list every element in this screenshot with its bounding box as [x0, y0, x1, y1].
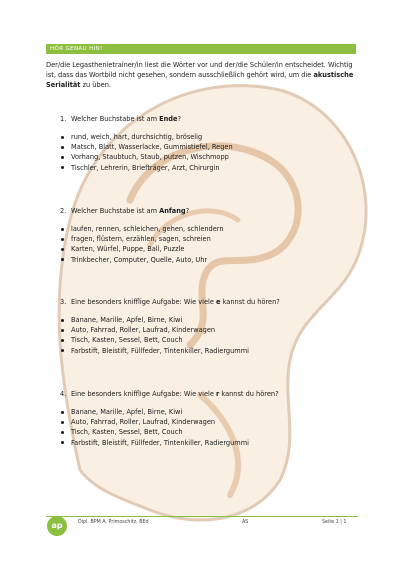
list-item-text: fragen, flüstern, erzählen, sagen, schreien	[71, 235, 211, 244]
bullet-icon	[61, 431, 64, 434]
word-list	[60, 224, 360, 265]
bullet-icon	[61, 421, 64, 424]
bullet-icon	[61, 411, 64, 414]
footer-author: Dipl. BPM A. Primoschitz, BEd	[78, 520, 149, 525]
list-item-text: Vorhang, Staubtuch, Staub, putzen, Wischmopp	[71, 153, 229, 162]
bullet-icon	[61, 258, 64, 261]
bullet-icon	[61, 136, 64, 139]
task-section-3	[60, 297, 360, 356]
list-item	[60, 152, 360, 162]
task-number: 3.	[60, 298, 67, 306]
list-item-text: Karten, Würfel, Puppe, Ball, Puzzle	[71, 245, 185, 254]
question-text: Welcher Buchstabe ist am	[71, 115, 160, 123]
bullet-icon	[61, 339, 64, 342]
task-question	[60, 297, 360, 307]
list-item-text: laufen, rennen, schleichen, gehen, schlendern	[71, 225, 224, 233]
bullet-icon	[61, 349, 64, 352]
task-question	[60, 389, 360, 399]
list-item-text: Auto, Fahrrad, Roller, Laufrad, Kinderwagen	[71, 418, 216, 427]
list-item-text: Auto, Fahrrad, Roller, Laufrad, Kinderwagen	[71, 326, 216, 335]
bullet-icon	[61, 441, 64, 444]
task-section-4	[60, 389, 360, 448]
list-item	[60, 224, 360, 234]
worksheet-title-bar	[46, 44, 356, 54]
word-list	[60, 407, 360, 448]
question-text-end: ?	[177, 115, 181, 123]
list-item	[60, 417, 360, 427]
bullet-icon	[61, 228, 64, 231]
question-text-end: ?	[185, 207, 190, 215]
bullet-icon	[61, 238, 64, 241]
list-item-text: Banane, Marille, Apfel, Birne, Kiwi	[71, 316, 183, 324]
bullet-icon	[61, 329, 64, 332]
question-keyword: Anfang	[159, 207, 186, 215]
list-item	[60, 335, 360, 345]
task-number: 4.	[60, 390, 67, 398]
question-text: Welcher Buchstabe ist am	[71, 207, 160, 215]
list-item	[60, 163, 360, 173]
intro-highlight: akustische Serialität	[46, 71, 354, 90]
bullet-icon	[61, 166, 64, 169]
list-item	[60, 255, 360, 265]
task-section-1	[60, 114, 360, 173]
list-item-text: Tischler, Lehrerin, Briefträger, Arzt, Chirurgin	[71, 163, 220, 172]
task-number: 1.	[60, 115, 67, 123]
list-item-text: Banane, Marille, Apfel, Birne, Kiwi	[71, 408, 183, 416]
intro-text-start: Der/die Legasthenietrainer/in liest die Wörter vor und der/die Schüler/in entscheidet. Wichtig ist, dass das Wortbild nicht gesehen, sondern ausschließlich gehört wird, um die	[46, 61, 353, 80]
list-item-text: Farbstift, Bleistift, Füllfeder, Tintenkiller, Radiergummi	[71, 346, 249, 355]
worksheet-title: HÖR GENAU HIN!	[50, 46, 103, 52]
logo-icon: ap	[47, 516, 67, 536]
footer-divider	[46, 516, 358, 517]
task-question	[60, 114, 360, 124]
list-item	[60, 234, 360, 244]
intro-paragraph	[46, 60, 358, 91]
question-text: Eine besonders knifflige Aufgabe: Wie viele	[71, 390, 217, 398]
question-text-end: kannst du hören?	[220, 298, 280, 306]
intro-text-end: zu üben.	[80, 81, 111, 90]
question-keyword: Ende	[159, 115, 178, 123]
list-item	[60, 315, 360, 325]
question-text: Eine besonders knifflige Aufgabe: Wie viele	[71, 298, 217, 306]
footer-code: AS	[242, 520, 249, 525]
list-item	[60, 407, 360, 417]
task-question	[60, 206, 360, 216]
list-item-text: rund, weich, hart, durchsichtig, bröselig	[71, 133, 203, 141]
question-keyword: e	[216, 298, 221, 306]
list-item-text: Tisch, Kasten, Sessel, Bett, Couch	[71, 428, 183, 437]
word-list	[60, 315, 360, 356]
list-item-text: Matsch, Blatt, Wasserlacke, Gummistiefel, Regen	[71, 143, 233, 152]
list-item	[60, 438, 360, 448]
question-text-end: kannst du hören?	[219, 390, 279, 398]
list-item	[60, 427, 360, 437]
question-keyword: r	[216, 390, 220, 398]
footer-page-number: Seite 1 | 1	[322, 520, 347, 525]
task-number: 2.	[60, 207, 67, 215]
list-item	[60, 346, 360, 356]
list-item	[60, 132, 360, 142]
list-item	[60, 244, 360, 254]
list-item-text: Farbstift, Bleistift, Füllfeder, Tintenkiller, Radiergummi	[71, 438, 249, 447]
list-item	[60, 142, 360, 152]
bullet-icon	[61, 248, 64, 251]
bullet-icon	[61, 156, 64, 159]
bullet-icon	[61, 146, 64, 149]
list-item-text: Tisch, Kasten, Sessel, Bett, Couch	[71, 336, 183, 345]
task-section-2	[60, 206, 360, 265]
list-item-text: Trinkbecher, Computer, Quelle, Auto, Uhr	[71, 255, 208, 264]
bullet-icon	[61, 319, 64, 322]
list-item	[60, 325, 360, 335]
word-list	[60, 132, 360, 173]
